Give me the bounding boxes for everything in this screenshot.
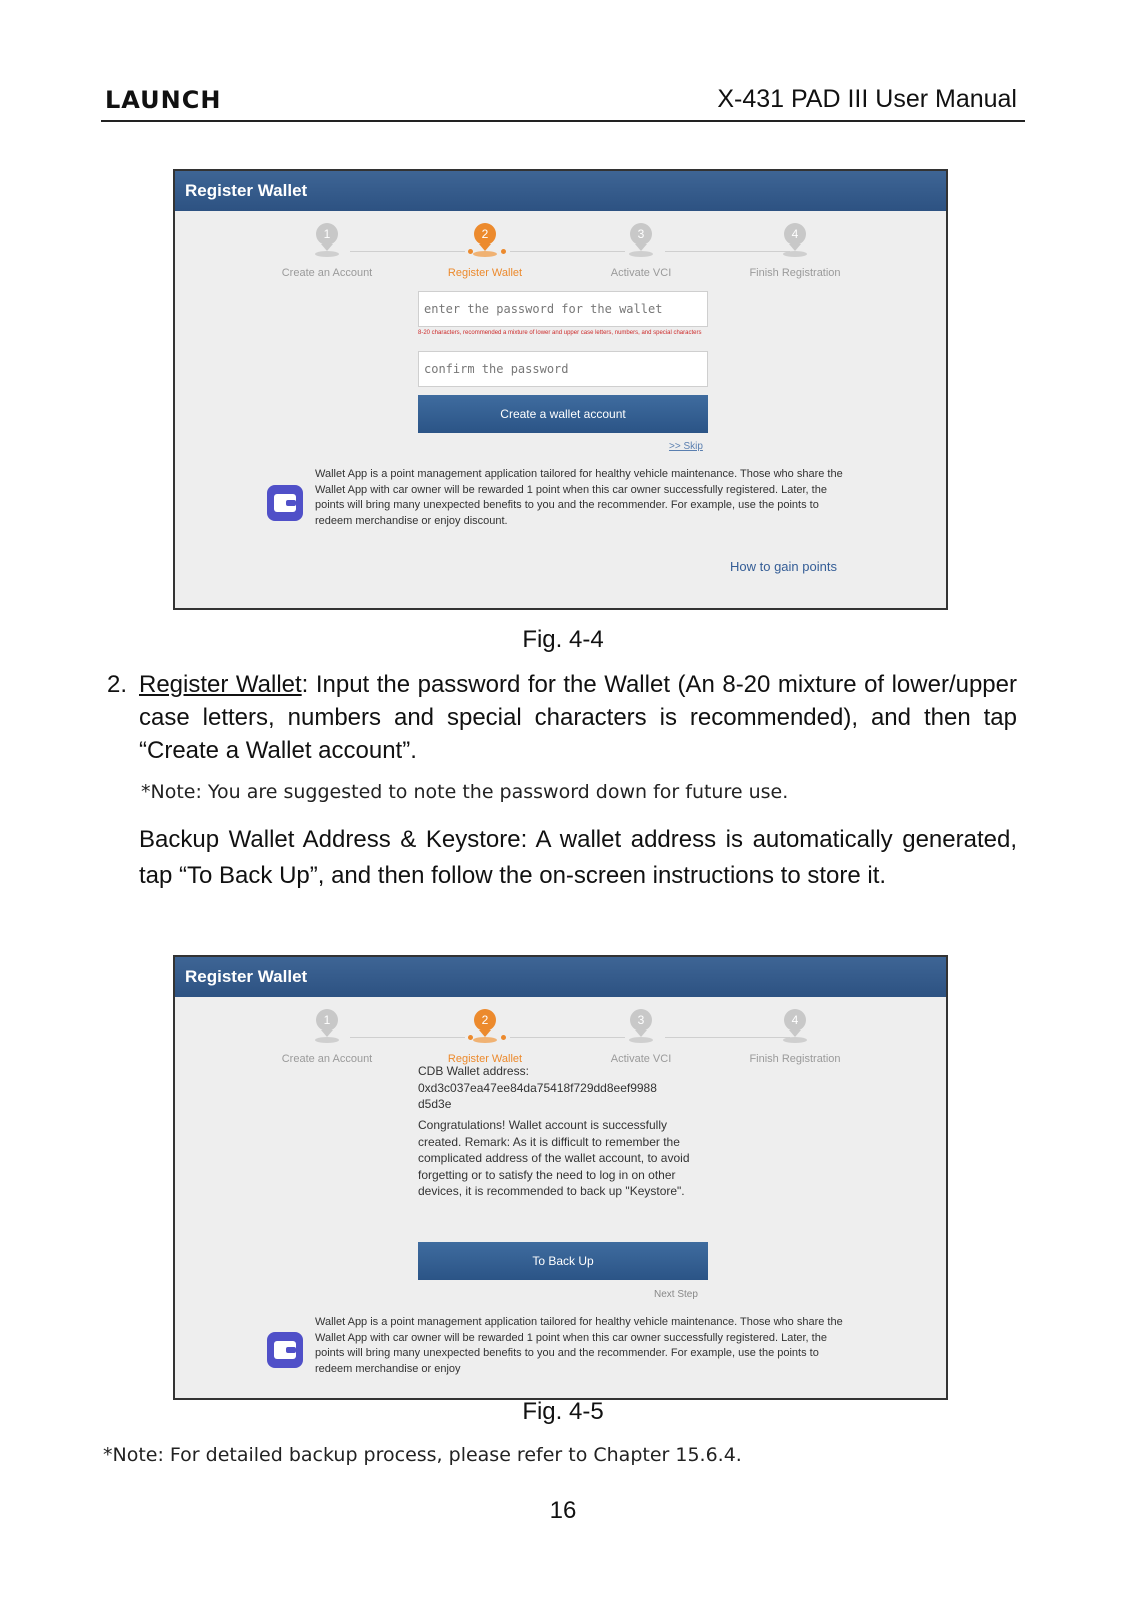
- location-pin-icon: 1: [316, 223, 338, 245]
- screen-title: Register Wallet: [175, 171, 946, 211]
- to-back-up-button[interactable]: To Back Up: [418, 1242, 708, 1280]
- location-pin-icon: 1: [316, 1009, 338, 1031]
- wallet-app-info: Wallet App is a point management application tailored for healthy vehicle maintenance. Those who share the Wallet App with car owner will be rewarded 1 point when this car owner successfully registered. Later, the points will bring many unexpected benefits to you and the recommender. For example, use the points to redeem merchandise or enjoy discount.: [315, 468, 843, 527]
- step-activate-vci: [576, 1009, 706, 1065]
- step-label: Register Wallet: [447, 1053, 523, 1065]
- figure-4-5-screenshot: [173, 955, 948, 1400]
- password-hint: 8-20 characters, recommended a mixture of lower and upper case letters, numbers, and special characters: [418, 330, 702, 336]
- next-step-link[interactable]: Next Step: [654, 1289, 698, 1300]
- location-pin-icon: 2: [474, 1009, 496, 1031]
- location-pin-icon: 3: [630, 1009, 652, 1031]
- wallet-address-block: [418, 1063, 718, 1113]
- step-finish-registration: [730, 223, 860, 279]
- location-pin-icon: 4: [784, 1009, 806, 1031]
- wallet-app-icon: [267, 485, 303, 521]
- step-activate-vci: [576, 223, 706, 279]
- wallet-app-info: Wallet App is a point management application tailored for healthy vehicle maintenance. Those who share the Wallet App with car owner will be rewarded 1 point when this car owner successfully registered. Later, the points will bring many unexpected benefits to you and the recommender. For example, use the points to redeem merchandise or enjoy: [315, 1316, 843, 1375]
- skip-link[interactable]: >> Skip: [669, 441, 703, 452]
- how-to-gain-points-link[interactable]: How to gain points: [730, 559, 837, 574]
- step-label: Register Wallet: [447, 267, 523, 279]
- wallet-app-icon: [267, 1332, 303, 1368]
- wallet-address-line2: d5d3e: [418, 1097, 452, 1111]
- wallet-address-label: CDB Wallet address:: [418, 1064, 529, 1078]
- document-title: X-431 PAD III User Manual: [717, 85, 1017, 113]
- step-label: Activate VCI: [610, 267, 672, 279]
- location-pin-icon: 2: [474, 223, 496, 245]
- registration-steps: [175, 223, 946, 283]
- brand-name: LAUNCH: [105, 86, 222, 114]
- page-number: 16: [549, 1497, 577, 1524]
- step-label: Create an Account: [281, 1053, 373, 1065]
- step-create-account: [262, 223, 392, 279]
- registration-steps: [175, 1009, 946, 1069]
- step-label: Finish Registration: [749, 267, 841, 279]
- figure-caption: Fig. 4-5: [522, 1398, 604, 1425]
- create-wallet-button[interactable]: Create a wallet account: [418, 395, 708, 433]
- wallet-password-input[interactable]: enter the password for the wallet: [418, 291, 708, 327]
- list-number: 2.: [107, 671, 128, 698]
- step-label: Finish Registration: [749, 1053, 841, 1065]
- step-register-wallet: [420, 1009, 550, 1065]
- figure-4-4-screenshot: [173, 169, 948, 610]
- confirm-password-input[interactable]: confirm the password: [418, 351, 708, 387]
- password-note: *Note: You are suggested to note the password down for future use.: [141, 781, 789, 803]
- step-label: Create an Account: [281, 267, 373, 279]
- location-pin-icon: 4: [784, 223, 806, 245]
- step-label: Activate VCI: [610, 1053, 672, 1065]
- step-create-account: [262, 1009, 392, 1065]
- page-header: [101, 82, 1025, 122]
- figure-caption: Fig. 4-4: [522, 626, 604, 653]
- step-term: Register Wallet: [139, 671, 302, 698]
- location-pin-icon: 3: [630, 223, 652, 245]
- backup-note: *Note: For detailed backup process, please refer to Chapter 15.6.4.: [103, 1444, 742, 1466]
- step-text: : Input the password for the Wallet (An 8-20 mixture of lower/upper case letters, numbers and special characters is recommended), and then tap “Create a Wallet account”.: [139, 671, 1017, 764]
- step-register-wallet: [420, 223, 550, 279]
- step-description: [139, 668, 1017, 767]
- congrats-message: Congratulations! Wallet account is successfully created. Remark: As it is difficult to remember the complicated address of the wallet account, to avoid forgetting or to satisfy the need to log in on other devices, it is recommended to back up "Keystore".: [418, 1118, 690, 1198]
- step-finish-registration: [730, 1009, 860, 1065]
- backup-description: Backup Wallet Address & Keystore: A wallet address is automatically generated, tap “To Back Up”, and then follow the on-screen instructions to store it.: [139, 826, 1017, 889]
- wallet-address-line1: 0xd3c037ea47ee84da75418f729dd8eef9988: [418, 1080, 657, 1095]
- screen-title: Register Wallet: [175, 957, 946, 997]
